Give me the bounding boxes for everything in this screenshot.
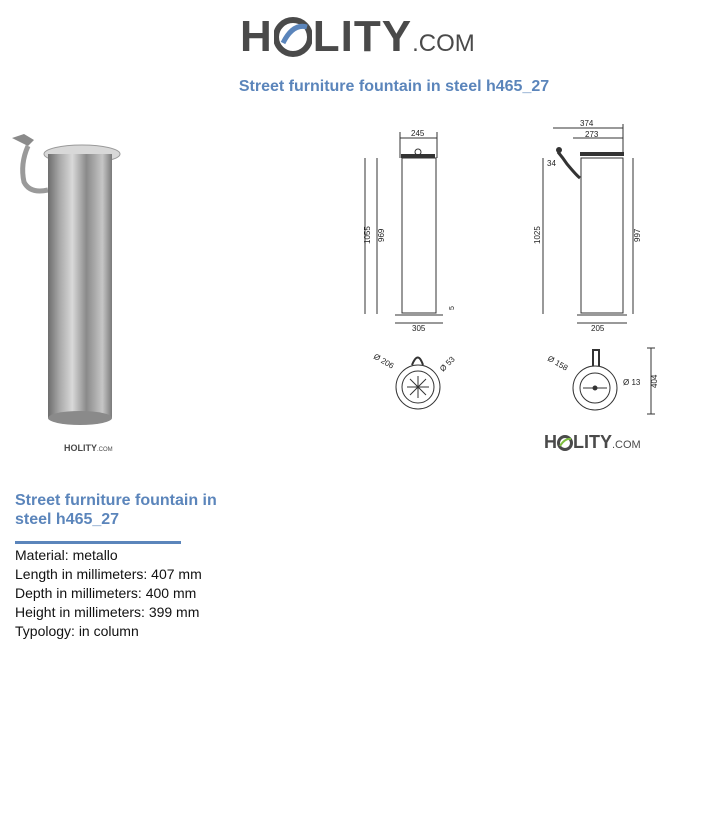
plan-left-d-spout: Ø 53 xyxy=(438,354,457,374)
side-w-top: 374 xyxy=(580,119,594,128)
logo-com: .COM xyxy=(412,30,475,57)
spec-height: Height in millimeters: 399 mm xyxy=(15,604,200,620)
technical-drawing xyxy=(355,118,665,418)
plan-right xyxy=(546,348,659,414)
front-elevation xyxy=(363,129,456,333)
side-h-total: 1025 xyxy=(533,226,542,244)
side-spout: 34 xyxy=(547,159,556,168)
spec-depth: Depth in millimeters: 400 mm xyxy=(15,585,197,601)
front-base: 305 xyxy=(412,324,426,333)
page-title: Street furniture fountain in steel h465_27 xyxy=(238,78,550,95)
spec-material: Material: metallo xyxy=(15,547,118,563)
title-divider xyxy=(15,541,181,544)
logo-o-icon-small xyxy=(557,433,573,451)
drawing-brand-logo: H LITY.COM xyxy=(544,432,641,452)
logo-letter-h: H xyxy=(240,12,273,61)
side-base: 205 xyxy=(591,324,605,333)
side-h-body: 997 xyxy=(633,228,642,242)
product-specs xyxy=(15,546,202,641)
spec-typology: Typology: in column xyxy=(15,623,139,639)
product-photo xyxy=(6,124,124,436)
front-w-top: 245 xyxy=(411,129,425,138)
plan-right-d-outer: Ø 158 xyxy=(546,353,570,373)
front-h-total: 1055 xyxy=(363,226,372,244)
small-brand-logo: HOLITY.COM xyxy=(64,443,113,453)
spec-length: Length in millimeters: 407 mm xyxy=(15,566,202,582)
plan-left-d-outer: Ø 206 xyxy=(372,351,396,371)
logo-letters-lity: LITY xyxy=(312,12,413,61)
brand-logo[interactable] xyxy=(240,12,480,70)
side-w-inner: 273 xyxy=(585,130,599,139)
front-small: 5 xyxy=(449,306,456,310)
plan-right-depth: 404 xyxy=(650,374,659,388)
plan-left xyxy=(372,352,457,409)
logo-o-icon xyxy=(274,13,312,57)
product-name: Street furniture fountain in steel h465_27 xyxy=(15,492,217,528)
front-h-body: 969 xyxy=(377,228,386,242)
side-elevation xyxy=(533,119,642,333)
plan-right-d-hole: Ø 13 xyxy=(623,378,641,387)
